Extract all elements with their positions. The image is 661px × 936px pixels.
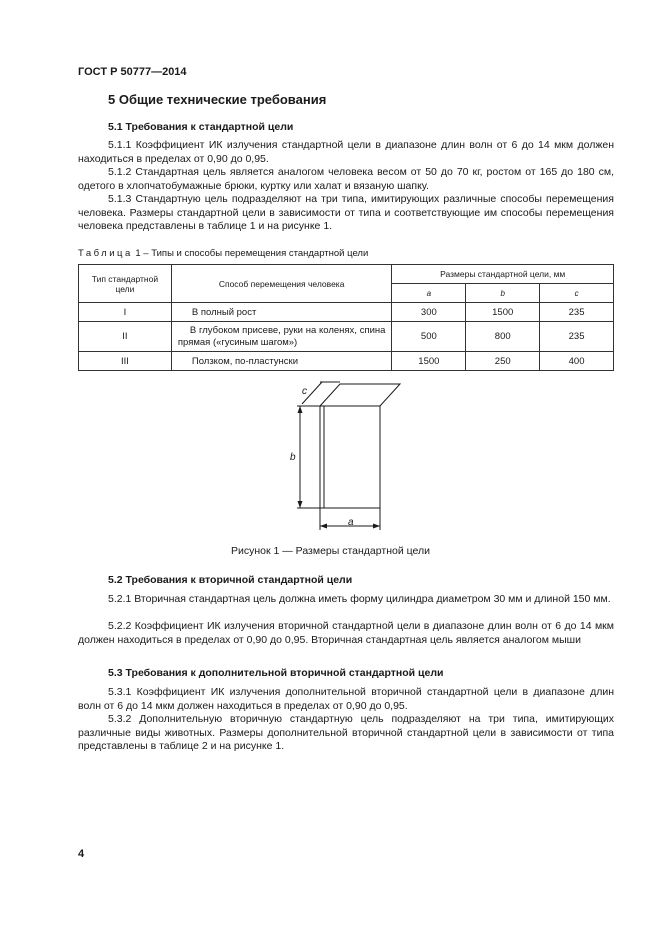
paragraph-5-1-2: 5.1.2 Стандартная цель является аналогом человека весом от 50 до 70 кг, ростом от 165 до 180 см, одетого в хлопчатобумажные брюки, куртку или халат и вязаную шапку. xyxy=(78,166,614,192)
header-c: c xyxy=(540,284,614,303)
arrow-b-top xyxy=(298,406,303,413)
section-title: 5 Общие технические требования xyxy=(108,92,327,107)
label-c: c xyxy=(302,386,307,397)
subsection-5-1-title: 5.1 Требования к стандартной цели xyxy=(108,121,294,133)
table-caption-word: Таблица xyxy=(78,248,133,259)
label-a: a xyxy=(348,517,354,528)
cell-type: I xyxy=(79,303,172,322)
standard-number: ГОСТ Р 50777—2014 xyxy=(78,66,187,78)
paragraph-5-3-1: 5.3.1 Коэффициент ИК излучения дополнительной вторичной стандартной цели в диапазоне длин волн от 6 до 14 мкм должен находиться в пределах от 0,90 до 0,95. xyxy=(78,686,614,712)
cell-method: В полный рост xyxy=(171,303,392,322)
target-dimensions-figure xyxy=(280,378,410,538)
header-method: Способ перемещения человека xyxy=(171,265,392,303)
cell-a: 500 xyxy=(392,322,466,352)
table-row xyxy=(79,303,614,322)
subsection-5-3-title: 5.3 Требования к дополнительной вторичной стандартной цели xyxy=(108,667,444,679)
cell-type: III xyxy=(79,352,172,371)
table-caption xyxy=(78,248,368,259)
table-caption-text: 1 – Типы и способы перемещения стандартной цели xyxy=(132,248,369,259)
paragraph-5-1-1: 5.1.1 Коэффициент ИК излучения стандартной цели в диапазоне длин волн от 6 до 14 мкм должен находиться в пределах от 0,90 до 0,95. xyxy=(78,139,614,165)
arrow-a-right xyxy=(373,524,380,529)
header-a: a xyxy=(392,284,466,303)
paragraph-5-3-2: 5.3.2 Дополнительную вторичную стандартную цель подразделяют на три типа, имитирующих различные виды животных. Размеры дополнительной вторичной стандартной цели в зависимости от типа представлены в таблице 2 и на рисунке 1. xyxy=(78,713,614,752)
header-b: b xyxy=(466,284,540,303)
page-number: 4 xyxy=(78,848,85,860)
header-type: Тип стандартной цели xyxy=(79,265,172,303)
cell-b: 800 xyxy=(466,322,540,352)
cell-b: 1500 xyxy=(466,303,540,322)
paragraph-5-1-3: 5.1.3 Стандартную цель подразделяют на три типа, имитирующих различные способы перемещения человека. Размеры стандартной цели в зависимости от типа и соответствующие им способы перемещения человека представлены в таблице 1 и на рисунке 1. xyxy=(78,193,614,232)
cell-b: 250 xyxy=(466,352,540,371)
arrow-a-left xyxy=(320,524,327,529)
table-row xyxy=(79,322,614,352)
cell-c: 400 xyxy=(540,352,614,371)
arrow-b-bottom xyxy=(298,501,303,508)
cell-c: 235 xyxy=(540,303,614,322)
table-row xyxy=(79,352,614,371)
cell-method: В глубоком присеве, руки на коленях, спина прямая («гусиным шагом») xyxy=(171,322,392,352)
header-sizes: Размеры стандартной цели, мм xyxy=(392,265,614,284)
subsection-5-2-title: 5.2 Требования к вторичной стандартной цели xyxy=(108,574,353,586)
cell-type: II xyxy=(79,322,172,352)
figure-caption: Рисунок 1 — Размеры стандартной цели xyxy=(230,545,430,557)
paragraph-5-2-2: 5.2.2 Коэффициент ИК излучения вторичной стандартной цели в диапазоне длин волн от 6 до 14 мкм должен находиться в пределах от 0,90 до 0,95. Вторичная стандартная цель является аналогом мыши xyxy=(78,620,614,646)
table-1 xyxy=(78,264,614,371)
cell-method: Ползком, по-пластунски xyxy=(171,352,392,371)
paragraph-5-2-1: 5.2.1 Вторичная стандартная цель должна иметь форму цилиндра диаметром 30 мм и длиной 150 мм. xyxy=(108,593,611,605)
cell-a: 1500 xyxy=(392,352,466,371)
cell-c: 235 xyxy=(540,322,614,352)
label-b: b xyxy=(290,452,296,463)
target-box-outline xyxy=(320,384,400,508)
cell-a: 300 xyxy=(392,303,466,322)
